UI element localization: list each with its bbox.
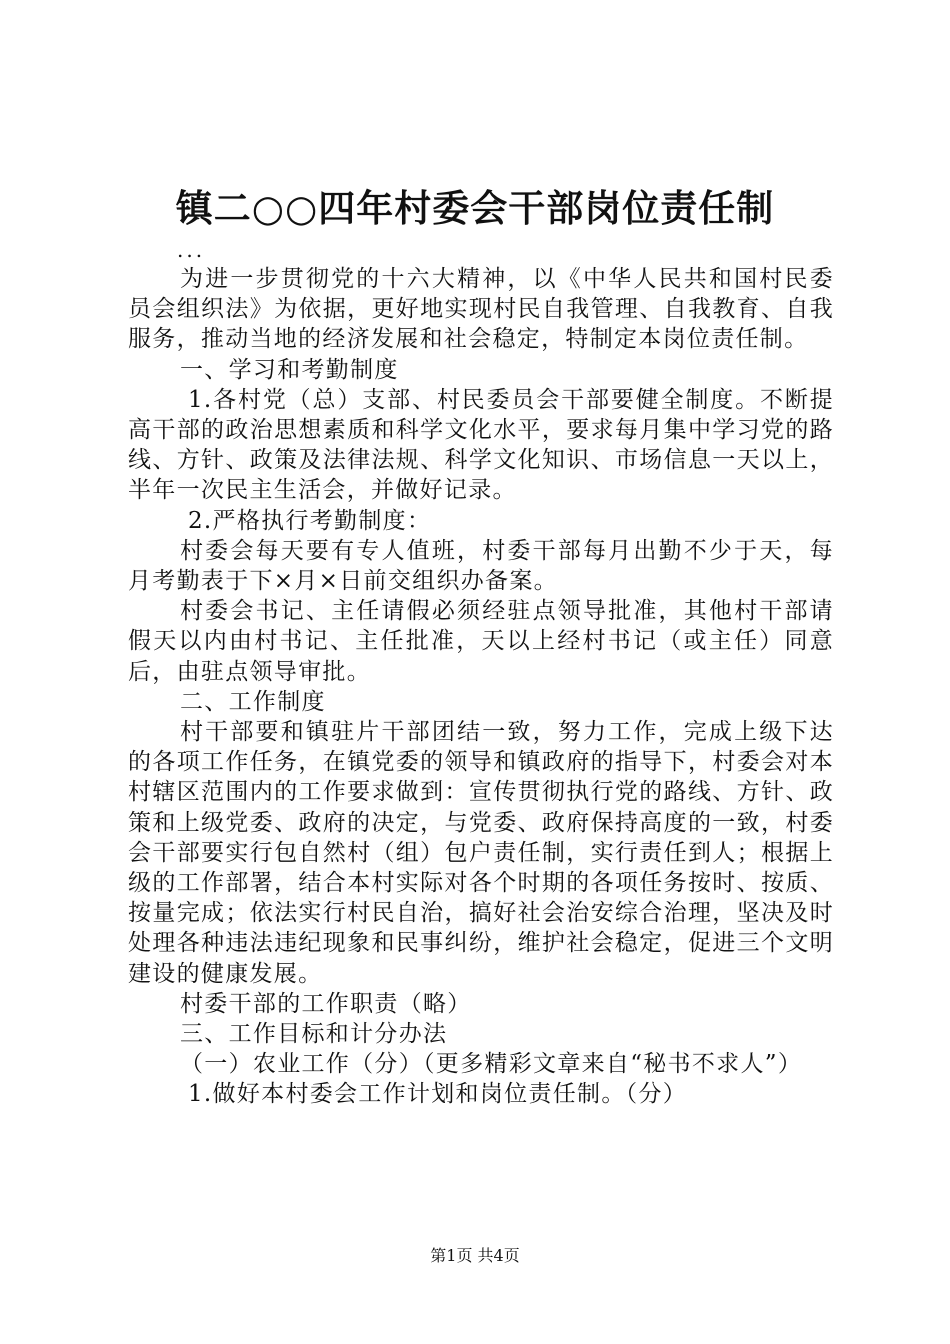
- section-heading-work-system: 二、工作制度: [180, 688, 326, 715]
- attendance-duty-paragraph: 村委会每天要有专人值班，村委干部每月出勤不少于天，每月考勤表于下×月×日前交组织办备案。: [128, 537, 834, 595]
- item-1-system: 1.各村党（总）支部、村民委员会干部要健全制度。不断提高干部的政治思想素质和科学文化水平，要求每月集中学习党的路线、方针、政策及法律法规、科学文化知识、市场信息一天以上，半年一次民主生活会，并做好记录。: [128, 386, 834, 504]
- ellipsis-mark: ...: [177, 238, 206, 262]
- section-heading-targets: 三、工作目标和计分办法: [180, 1021, 448, 1048]
- agriculture-subheading: （一）农业工作（分）（更多精彩文章来自“秘书不求人”）: [180, 1051, 803, 1078]
- page-footer: 第1页 共4页: [430, 1246, 520, 1265]
- document-body: [128, 264, 834, 1110]
- intro-paragraph: 为进一步贯彻党的十六大精神，以《中华人民共和国村民委员会组织法》为依据，更好地实现村民自我管理、自我教育、自我服务，推动当地的经济发展和社会稳定，特制定本岗位责任制。: [128, 266, 834, 353]
- work-system-paragraph: 村干部要和镇驻片干部团结一致，努力工作，完成上级下达的各项工作任务，在镇党委的领导和镇政府的指导下，村委会对本村辖区范围内的工作要求做到：宣传贯彻执行党的路线、方针、政策和上级党委、政府的决定，与党委、政府保持高度的一致，村委会干部要实行包自然村（组）包户责任制，实行责任到人；根据上级的工作部署，结合本村实际对各个时期的各项任务按时、按质、按量完成；依法实行村民自治，搞好社会治安综合治理，坚决及时处理各种违法违纪现象和民事纠纷，维护社会稳定，促进三个文明建设的健康发展。: [128, 719, 834, 987]
- duties-paragraph: 村委干部的工作职责（略）: [180, 990, 472, 1017]
- item-2-attendance: 2.严格执行考勤制度：: [188, 507, 432, 534]
- section-heading-study-attendance: 一、学习和考勤制度: [180, 356, 399, 383]
- leave-approval-paragraph: 村委会书记、主任请假必须经驻点领导批准，其他村干部请假天以内由村书记、主任批准，天以上经村书记（或主任）同意后，由驻点领导审批。: [128, 598, 834, 685]
- item-1-work-plan: 1.做好本村委会工作计划和岗位责任制。（分）: [188, 1081, 688, 1108]
- document-title: 镇二○○四年村委会干部岗位责任制: [175, 186, 775, 230]
